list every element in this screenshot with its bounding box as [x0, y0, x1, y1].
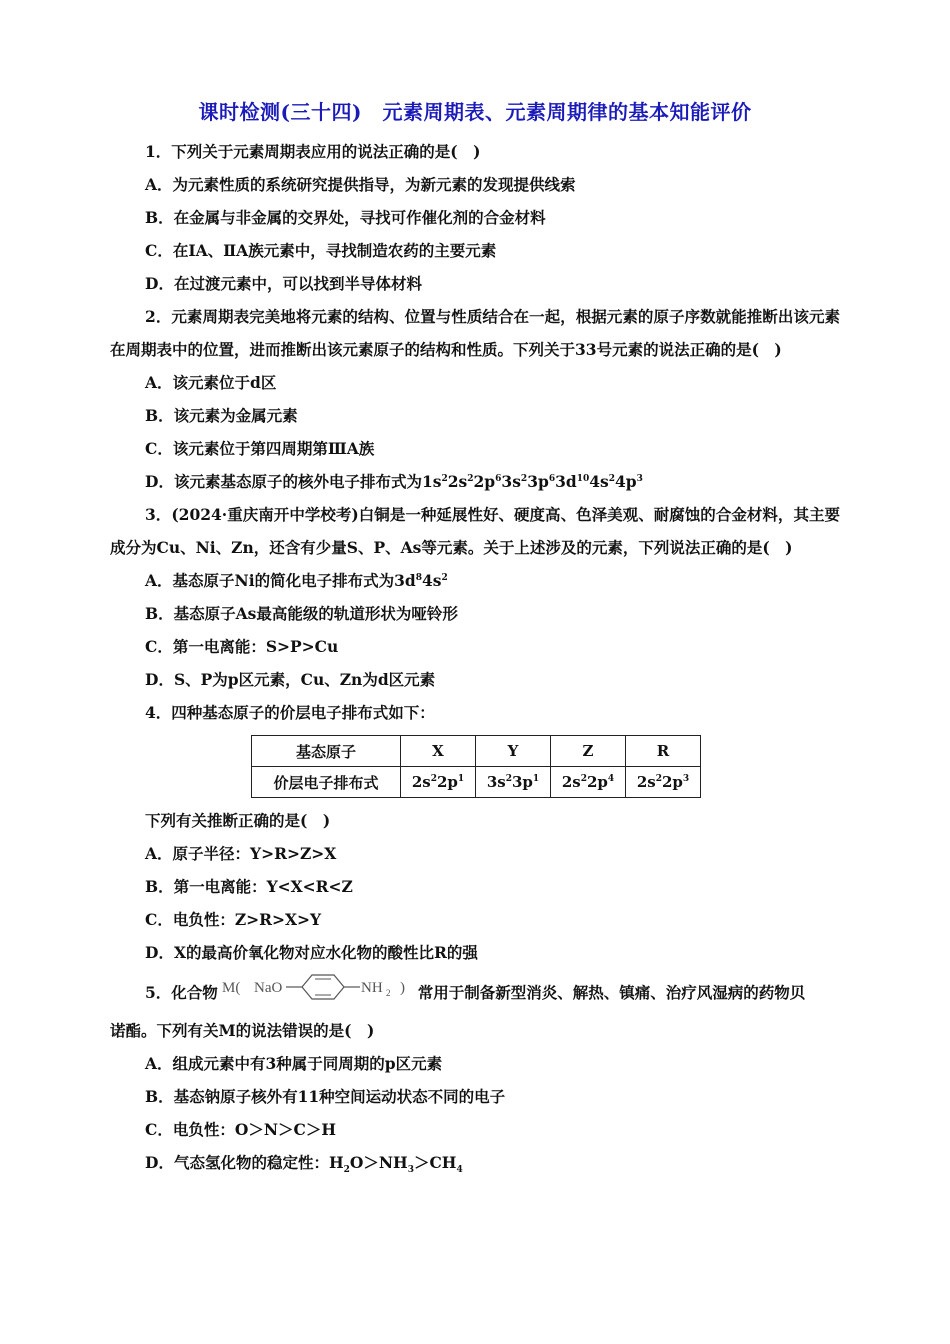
table-cell-y: Y [476, 736, 551, 767]
hydride-formulae: $H_2O>NH_3>CH_4$ [328, 1153, 463, 1176]
q5-option-c: C．电负性：O＞N＞C＞H [145, 1120, 336, 1139]
molecule-structure-icon [220, 974, 416, 1014]
q3-option-b: B．基态原子As最高能级的轨道形状为哑铃形 [145, 604, 458, 623]
molecule-label-nh: NH [360, 980, 383, 996]
q3-stem: 3．(2024·重庆南开中学校考)白铜是一种延展性好、硬度高、色泽美观、耐腐蚀的合金材料，其主要成分为Cu、Ni、Zn，还含有少量S、P、As等元素。关于上述涉及的元素，下列说法正确的是( ) [110, 505, 840, 557]
q5-option-b: B．基态钠原子核外有11种空间运动状态不同的电子 [145, 1087, 506, 1106]
molecule-label-sub: 2 [385, 988, 391, 998]
q2-option-d-text: D．该元素基态原子的核外电子排布式为 [145, 472, 422, 491]
q3-option-c: C．第一电离能：S>P>Cu [145, 637, 339, 656]
page-title: 课时检测(三十四) 元素周期表、元素周期律的基本知能评价 [198, 100, 752, 124]
q5-option-d-text: D．气态氢化物的稳定性： [145, 1153, 329, 1172]
table-row [252, 736, 701, 767]
table-cell-z: Z [551, 736, 626, 767]
molecule-label-close: ) [399, 980, 405, 996]
q2-stem: 2．元素周期表完美地将元素的结构、位置与性质结合在一起，根据元素的原子序数就能推断出该元素在周期表中的位置，进而推断出该元素原子的结构和性质。下列关于33号元素的说法正确的是( ) [110, 307, 840, 359]
q1-option-c: C．在ⅠA、ⅡA族元素中，寻找制造农药的主要元素 [145, 241, 497, 260]
q5-stem-line2: 诺酯。下列有关M的说法错误的是( ) [110, 1021, 375, 1040]
q1-stem: 1．下列关于元素周期表应用的说法正确的是( ) [145, 142, 481, 161]
table-cell-r: R [626, 736, 701, 767]
q3-option-a [110, 564, 840, 597]
table-header-config: 价层电子排布式 [252, 767, 401, 798]
q2-option-d [110, 465, 840, 498]
q5-stem-line1 [110, 973, 840, 1014]
molecule-label-nao: NaO [253, 980, 283, 996]
table-cell-x: X [401, 736, 476, 767]
table-cell-config-x: $2s^22p^1$ [401, 767, 476, 798]
q2-option-b: B．该元素为金属元素 [145, 406, 298, 425]
q4-option-b: B．第一电离能：Y<X<R<Z [145, 877, 353, 896]
table-header-atom: 基态原子 [252, 736, 401, 767]
q1-option-b: B．在金属与非金属的交界处，寻找可作催化剂的合金材料 [145, 208, 546, 227]
electron-configuration-33: $1s^22s^22p^63s^23p^63d^{10}4s^24p^3$ [421, 472, 643, 491]
ni-configuration: $3d^84s^2$ [394, 571, 448, 590]
table-row [252, 767, 701, 798]
table-cell-config-z: $2s^22p^4$ [551, 767, 626, 798]
q4-stem: 4．四种基态原子的价层电子排布式如下： [145, 703, 435, 722]
q4-option-a: A．原子半径：Y>R>Z>X [145, 844, 337, 863]
table-cell-config-r: $2s^22p^3$ [626, 767, 701, 798]
table-cell-config-y: $3s^23p^1$ [476, 767, 551, 798]
q5-option-a: A．组成元素中有3种属于同周期的p区元素 [145, 1054, 443, 1073]
q4-option-c: C．电负性：Z>R>X>Y [145, 910, 322, 929]
q2-option-a: A．该元素位于d区 [145, 373, 277, 392]
q1-option-a: A．为元素性质的系统研究提供指导，为新元素的发现提供线索 [145, 175, 576, 194]
q4-option-d: D．X的最高价氧化物对应水化物的酸性比R的强 [145, 943, 478, 962]
q2-option-c: C．该元素位于第四周期第ⅢA族 [145, 439, 375, 458]
q4-prompt: 下列有关推断正确的是( ) [145, 811, 331, 830]
valence-config-table [251, 735, 701, 798]
q3-option-a-text: A．基态原子Ni的简化电子排布式为 [145, 571, 395, 590]
q5-stem-suffix: 常用于制备新型消炎、解热、镇痛、治疗风湿病的药物贝 [417, 983, 806, 1002]
q5-stem-prefix: 5．化合物 [145, 983, 218, 1002]
q5-option-d [110, 1146, 840, 1179]
q1-option-d: D．在过渡元素中，可以找到半导体材料 [145, 274, 422, 293]
q3-option-d: D．S、P为p区元素，Cu、Zn为d区元素 [145, 670, 436, 689]
molecule-label-m: M( [221, 980, 241, 996]
